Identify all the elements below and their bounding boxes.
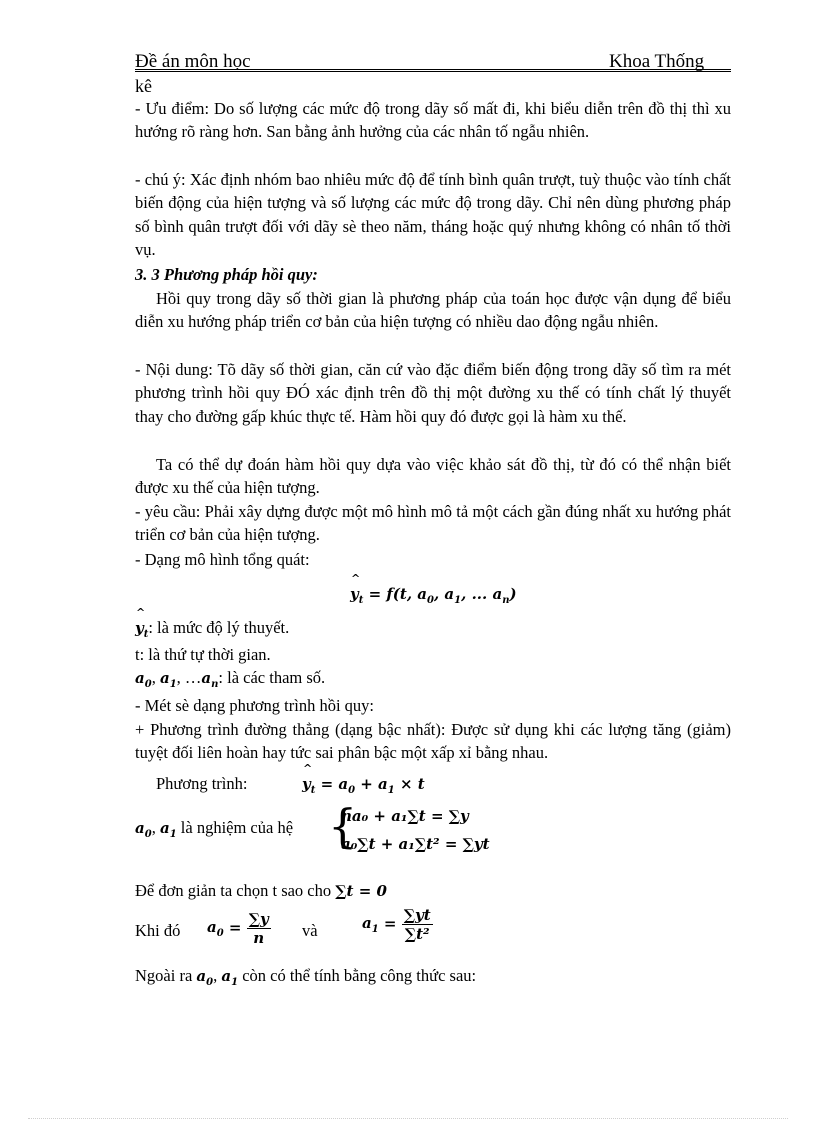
- header-left-title: Đề án môn học: [135, 51, 251, 72]
- fraction-a1: $\frac{\sum yt}{\text{∑t²}}$: [403, 906, 431, 943]
- header-rule: [135, 69, 731, 72]
- word-and: và: [302, 921, 318, 940]
- general-formula: ^ $y_t = f(t$, $a_0$, $a_1$, ... $a_n$): [350, 585, 517, 606]
- paragraph-prediction: Ta có thể dự đoán hàm hồi quy dựa vào việc khảo sát đồ thị, từ đó có thể nhận biết được xu thế của hiện tượng.: [135, 455, 731, 498]
- linear-equation: ^ $y_t = a_0 + a_1 \times t$: [302, 775, 425, 796]
- definition-t: t: là thứ tự thời gian.: [135, 645, 271, 664]
- paragraph-equation-types: - Mét sè dạng phương trình hồi quy:: [135, 696, 375, 715]
- header-continuation: kê: [135, 76, 152, 96]
- paragraph-when: Khi đó: [135, 921, 181, 940]
- formula-a1: $a_1$ = $\frac{\sum yt}{\text{∑t²}}$: [362, 906, 431, 943]
- paragraph-note: - chú ý: Xác định nhóm bao nhiêu mức độ để tính bình quân trượt, tuỳ thuộc vào tính chất biến động của hiện tượng và số lượng các mức độ trong dãy. Chỉ nên dùng phương pháp số bình quân trượt đối với dãy sè theo năm, tháng hoặc quý nhưng không có nhân tố thời vụ.: [135, 170, 731, 260]
- paragraph-otherwise: Ngoài ra $a_0$, $a_1$ còn có thể tính bằng công thức sau:: [135, 966, 477, 988]
- formula-a0: $a_0$ = $\frac{\sum y}{n}$: [207, 910, 269, 947]
- paragraph-requirement: - yêu cầu: Phải xây dựng được một mô hình mô tả một cách gần đúng nhất xu hướng phát triển cơ bản của hiện tượng.: [135, 502, 731, 545]
- equation-label: Phương trình:: [156, 774, 248, 793]
- paragraph-advantages: - Ưu điểm: Do số lượng các mức độ trong dãy số mất đi, khi biểu diễn trên đồ thị thì xu hướng rõ ràng hơn. San bằng ảnh hưởng của các nhân tố ngẫu nhiên.: [135, 99, 731, 142]
- paragraph-content: - Nội dung: Tõ dãy số thời gian, căn cứ vào đặc điểm biến động trong dãy số tìm ra mét phương trình hồi quy ĐÓ xác định trên đồ thị một đường xu thế có tính chất lý thuyết thay cho đường gấp khúc thực tế. Hàm hồi quy đó được gọi là hàm xu thế.: [135, 360, 731, 426]
- footer-dotted-line: [28, 1118, 788, 1119]
- paragraph-simplify: Để đơn giản ta chọn t sao cho ∑t = 0: [135, 881, 387, 900]
- paragraph-linear-equation: + Phương trình đường thẳng (dạng bậc nhất): Được sử dụng khi các lượng tăng (giảm) tuyệt đối liên hoàn hay tức sai phân bậc một xấp xỉ bằng nhau.: [135, 720, 731, 763]
- system-equation-2: a₀∑t + a₁∑t² = ∑yt: [341, 835, 490, 853]
- paragraph-general-form: - Dạng mô hình tổng quát:: [135, 550, 310, 569]
- system-brace: {: [328, 799, 358, 853]
- system-equation-1: na₀ + a₁∑t = ∑y: [341, 807, 469, 825]
- header-right-title: Khoa Thống: [609, 51, 705, 72]
- system-label: $a_0$, $a_1$ là nghiệm của hệ: [135, 818, 294, 840]
- section-heading: 3. 3 Phương pháp hồi quy:: [135, 265, 318, 284]
- definition-y-hat: ^ $y_t$: là mức độ lý thuyết.: [135, 618, 289, 640]
- paragraph-regression-intro: Hồi quy trong dãy số thời gian là phương pháp của toán học được vận dụng để biểu diễn xu hướng pháp triển cơ bản của hiện tượng có nhiều dao động ngẫu nhiên.: [135, 289, 731, 332]
- definition-params: $a_0$, $a_1$, $\dots a_n$: là các tham số.: [135, 668, 326, 690]
- fraction-a0: $\frac{\sum y}{n}$: [248, 910, 269, 947]
